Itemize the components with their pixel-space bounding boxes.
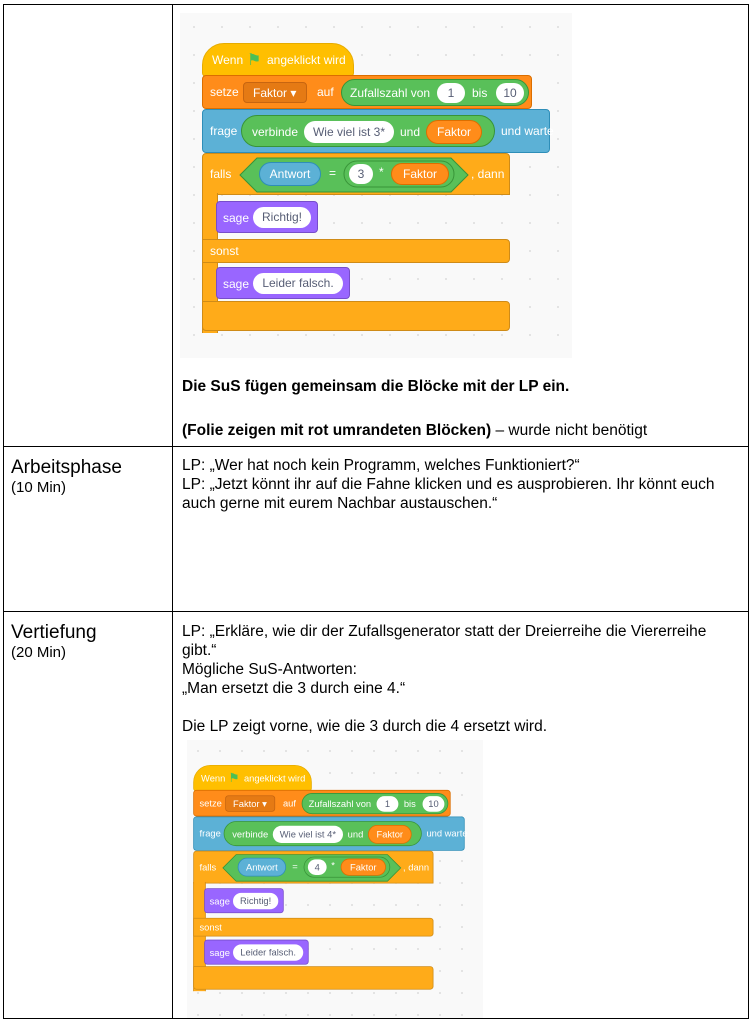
set-variable-block	[202, 75, 532, 109]
when-flag-clicked-block	[193, 765, 312, 792]
random-to-input[interactable]: 10	[423, 796, 445, 812]
phase-text: Die LP zeigt vorne, wie die 3 durch die 4 ersetzt wird.	[182, 718, 548, 735]
say-label: sage	[223, 277, 250, 291]
dropdown-caret-icon: ▾	[262, 798, 267, 810]
green-flag-icon: ⚑	[247, 52, 262, 69]
instruction-note	[182, 421, 742, 440]
ask-and-wait-block	[193, 816, 468, 850]
scratch-screenshot-1	[180, 13, 572, 358]
phase-text: LP: „Jetzt könnt ihr auf die Fahne klicken und es ausprobieren. Ihr könnt euch auch gerne mit eurem Nachbar austauschen.“	[182, 476, 715, 512]
phase-title: Vertiefung	[11, 622, 97, 643]
wait-label: und warte	[426, 828, 468, 840]
random-from-input[interactable]: 1	[437, 83, 465, 103]
if-label: falls	[199, 861, 217, 873]
answer-reporter: Antwort	[259, 162, 321, 186]
factor-reporter: Faktor	[426, 120, 482, 144]
variable-name: Faktor	[253, 86, 288, 100]
if-else-block	[193, 851, 433, 884]
say-text-input[interactable]: Richtig!	[253, 207, 311, 228]
when-label: Wenn	[201, 772, 226, 784]
wait-label: und warte	[501, 124, 554, 138]
variable-dropdown[interactable]	[225, 795, 275, 811]
join-block	[224, 821, 422, 846]
ask-label: frage	[199, 828, 221, 840]
lesson-plan-table	[3, 4, 749, 1019]
green-flag-icon: ⚑	[228, 771, 240, 786]
if-else-bottom	[193, 966, 433, 989]
to-label: auf	[282, 797, 296, 809]
to-label: auf	[317, 85, 334, 99]
factor-reporter: Faktor	[368, 825, 412, 844]
variable-dropdown[interactable]	[243, 82, 307, 103]
set-label: setze	[210, 85, 239, 99]
else-label: sonst	[210, 244, 239, 258]
phase-duration: (10 Min)	[11, 479, 67, 496]
row-divider	[4, 611, 748, 612]
set-label: setze	[199, 797, 222, 809]
answer-reporter: Antwort	[238, 858, 286, 877]
factor-reporter: Faktor	[341, 859, 386, 876]
random-block	[302, 793, 449, 814]
join-label: verbinde	[232, 828, 269, 840]
dropdown-caret-icon: ▾	[290, 86, 297, 100]
say-label: sage	[209, 947, 230, 959]
else-bar	[202, 239, 510, 263]
instruction-bold: Die SuS fügen gemeinsam die Blöcke mit der LP ein.	[182, 378, 570, 395]
random-block	[341, 79, 529, 106]
scratch-screenshot-2	[187, 740, 483, 1018]
phase-text: Mögliche SuS-Antworten:	[182, 661, 357, 678]
variable-name: Faktor	[233, 798, 260, 810]
instruction-bold-2: (Folie zeigen mit rot umrandeten Blöcken)	[182, 422, 492, 439]
else-label: sonst	[199, 921, 222, 933]
when-label: Wenn	[212, 53, 244, 67]
times-label: *	[331, 860, 335, 872]
say-block	[204, 888, 284, 913]
say-label: sage	[223, 211, 250, 225]
if-label: falls	[210, 167, 232, 181]
when-flag-clicked-block	[202, 43, 354, 77]
und-label: und	[347, 828, 364, 840]
times-label: *	[379, 165, 384, 179]
say-text-input[interactable]: Richtig!	[233, 893, 278, 909]
random-label: Zufallszahl von	[308, 798, 372, 810]
column-divider	[172, 5, 173, 1018]
say-block	[216, 201, 318, 233]
say-label: sage	[209, 896, 230, 907]
say-text-input[interactable]: Leider falsch.	[233, 944, 303, 960]
phase-title: Arbeitsphase	[11, 457, 122, 478]
bis-label: bis	[472, 86, 488, 100]
set-variable-block	[193, 790, 450, 817]
equals-label: =	[329, 166, 337, 180]
instruction-normal: – wurde nicht benötigt	[491, 422, 648, 439]
clicked-label: angeklickt wird	[243, 772, 306, 784]
say-text-input[interactable]: Leider falsch.	[253, 273, 343, 294]
clicked-label: angeklickt wird	[267, 53, 346, 67]
multiplier-input[interactable]: 3	[349, 164, 373, 184]
random-label: Zufallszahl von	[350, 86, 431, 100]
join-block	[241, 115, 495, 147]
phase-text: „Man ersetzt die 3 durch eine 4.“	[182, 680, 406, 697]
join-label: verbinde	[252, 125, 299, 139]
then-label: , dann	[471, 167, 505, 181]
if-else-block	[202, 153, 510, 195]
factor-reporter: Faktor	[391, 163, 449, 185]
phase-text: LP: „Erkläre, wie dir der Zufallsgenerator statt der Dreierreihe die Viererreihe gibt.“	[182, 623, 707, 659]
random-to-input[interactable]: 10	[496, 83, 524, 103]
random-from-input[interactable]: 1	[377, 796, 399, 812]
phase-text: LP: „Wer hat noch kein Programm, welches Funktioniert?“	[182, 457, 580, 474]
question-input[interactable]: Wie viel ist 3*	[304, 121, 394, 143]
row-divider	[4, 446, 748, 447]
if-else-bottom	[202, 301, 510, 331]
und-label: und	[400, 125, 421, 139]
ask-and-wait-block	[202, 109, 554, 153]
ask-label: frage	[210, 124, 238, 138]
bis-label: bis	[403, 798, 416, 810]
say-block	[204, 940, 309, 965]
equals-label: =	[292, 860, 298, 872]
else-bar	[193, 918, 433, 937]
phase-duration: (20 Min)	[11, 644, 67, 661]
say-block	[216, 267, 350, 299]
question-input[interactable]: Wie viel ist 4*	[273, 826, 343, 843]
then-label: , dann	[403, 861, 430, 873]
multiplier-input[interactable]: 4	[308, 859, 327, 875]
